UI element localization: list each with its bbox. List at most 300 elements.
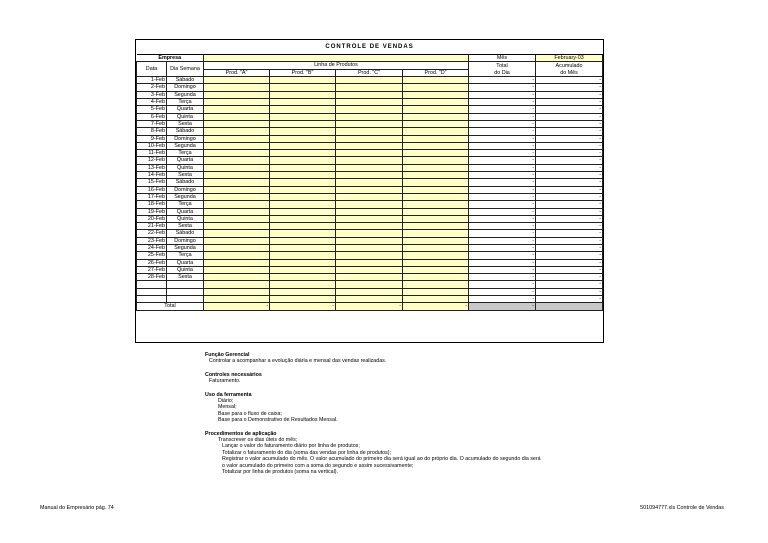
- row-acumulado: -: [536, 179, 603, 186]
- row-day: Terça: [167, 252, 204, 259]
- row-acumulado: -: [536, 128, 603, 135]
- row-date: 23-Feb: [137, 237, 167, 244]
- note-heading: Procedimentos de aplicação: [205, 430, 277, 437]
- row-total-dia: -: [469, 157, 536, 164]
- total-prod-b: -: [270, 303, 336, 310]
- note-line: Transcrever os dias úteis do mês;: [218, 437, 298, 444]
- prod-c-input[interactable]: [336, 193, 403, 200]
- note-line: Controlar a acompanhar a evolução diária e mensal das vendas realizadas.: [209, 358, 387, 365]
- prod-d-input[interactable]: [403, 281, 469, 288]
- row-date: 24-Feb: [137, 245, 167, 252]
- col-dia-semana: Dia Semana: [167, 62, 204, 77]
- row-date: 25-Feb: [137, 252, 167, 259]
- row-day: Quarta: [167, 259, 204, 266]
- prod-b-input[interactable]: [270, 77, 336, 84]
- row-total-dia: -: [469, 259, 536, 266]
- prod-c-input[interactable]: [336, 230, 403, 237]
- prod-b-input[interactable]: [270, 157, 336, 164]
- prod-d-input[interactable]: [403, 106, 469, 113]
- row-acumulado: -: [536, 91, 603, 98]
- prod-a-input[interactable]: [204, 120, 270, 127]
- note-line: Totalizar o faturamento do dia (soma das vendas por linha de produtos);: [222, 449, 392, 456]
- prod-c-input[interactable]: [336, 77, 403, 84]
- prod-d-input[interactable]: [403, 186, 469, 193]
- prod-c-input[interactable]: [336, 245, 403, 252]
- table-row: [137, 84, 603, 91]
- row-acumulado: -: [536, 150, 603, 157]
- prod-c-input[interactable]: [336, 296, 403, 303]
- row-day: Domingo: [167, 237, 204, 244]
- prod-d-input[interactable]: [403, 201, 469, 208]
- footer-right: 501094777.xls Controle de Vendas: [640, 505, 724, 511]
- row-acumulado: -: [536, 266, 603, 273]
- prod-d-input[interactable]: [403, 296, 469, 303]
- prod-d-input[interactable]: [403, 252, 469, 259]
- prod-d-input[interactable]: [403, 266, 469, 273]
- row-day: Quinta: [167, 164, 204, 171]
- total-prod-a: -: [204, 303, 270, 310]
- prod-a-input[interactable]: [204, 84, 270, 91]
- row-total-dia: -: [469, 201, 536, 208]
- row-acumulado: -: [536, 223, 603, 230]
- row-total-dia: -: [469, 193, 536, 200]
- prod-d-input[interactable]: [403, 77, 469, 84]
- table-row: [137, 245, 603, 252]
- row-date: 28-Feb: [137, 274, 167, 281]
- empresa-input[interactable]: [204, 55, 469, 62]
- note-line: Registrar o valor acumulado do mês. O valor acumulado do primeiro dia será igual ao do próprio dia. O acumulado do segundo dia será: [222, 456, 541, 463]
- note-line: Lançar o valor do faturamento diário por linha de produtos;: [222, 443, 360, 450]
- row-date: 13-Feb: [137, 164, 167, 171]
- row-day: Domingo: [167, 135, 204, 142]
- prod-b-input[interactable]: [270, 179, 336, 186]
- prod-a-input[interactable]: [204, 245, 270, 252]
- prod-b-input[interactable]: [270, 259, 336, 266]
- row-day: Terça: [167, 201, 204, 208]
- prod-b-input[interactable]: [270, 281, 336, 288]
- row-acumulado: -: [536, 77, 603, 84]
- table-row: [137, 259, 603, 266]
- table-row: [137, 150, 603, 157]
- prod-d-input[interactable]: [403, 274, 469, 281]
- total-do-dia: -: [469, 303, 536, 310]
- prod-c-input[interactable]: [336, 113, 403, 120]
- row-acumulado: -: [536, 157, 603, 164]
- row-date: 8-Feb: [137, 128, 167, 135]
- row-acumulado: -: [536, 99, 603, 106]
- row-date: 6-Feb: [137, 113, 167, 120]
- prod-b-input[interactable]: [270, 106, 336, 113]
- sheet-title: CONTROLE DE VENDAS: [137, 40, 603, 55]
- note-line: o valor acumulado do primeiro com a soma do segundo e assim sucessivamente;: [222, 462, 414, 469]
- row-total-dia: -: [469, 186, 536, 193]
- row-total-dia: -: [469, 237, 536, 244]
- row-acumulado: -: [536, 252, 603, 259]
- row-total-dia: -: [469, 106, 536, 113]
- row-total-dia: -: [469, 128, 536, 135]
- prod-a-input[interactable]: [204, 208, 270, 215]
- table-row: [137, 113, 603, 120]
- prod-d-input[interactable]: [403, 157, 469, 164]
- row-acumulado: -: [536, 142, 603, 149]
- prod-a-input[interactable]: [204, 252, 270, 259]
- col-data: Data: [137, 62, 167, 77]
- row-acumulado: -: [536, 164, 603, 171]
- prod-d-input[interactable]: [403, 208, 469, 215]
- prod-c-input[interactable]: [336, 223, 403, 230]
- prod-c-input[interactable]: [336, 120, 403, 127]
- col-do-dia: do Dia: [469, 69, 536, 76]
- row-acumulado: -: [536, 135, 603, 142]
- row-total-dia: -: [469, 223, 536, 230]
- note-line: Totalizar por linha de produtos (soma na vertical).: [222, 469, 338, 476]
- prod-b-input[interactable]: [270, 274, 336, 281]
- row-date: [137, 296, 167, 303]
- prod-b-input[interactable]: [270, 172, 336, 179]
- row-total-dia: -: [469, 245, 536, 252]
- prod-d-input[interactable]: [403, 179, 469, 186]
- prod-b-input[interactable]: [270, 296, 336, 303]
- prod-b-input[interactable]: [270, 91, 336, 98]
- row-date: 19-Feb: [137, 208, 167, 215]
- note-block: [205, 431, 625, 476]
- note-block: [205, 372, 625, 385]
- table-row: [137, 106, 603, 113]
- prod-b-input[interactable]: [270, 223, 336, 230]
- prod-b-input[interactable]: [270, 230, 336, 237]
- prod-a-input[interactable]: [204, 201, 270, 208]
- prod-c-input[interactable]: [336, 135, 403, 142]
- prod-b-input[interactable]: [270, 135, 336, 142]
- row-date: [137, 288, 167, 295]
- prod-b-input[interactable]: [270, 201, 336, 208]
- prod-b-input[interactable]: [270, 215, 336, 222]
- prod-a-input[interactable]: [204, 164, 270, 171]
- prod-a-input[interactable]: [204, 142, 270, 149]
- prod-b-input[interactable]: [270, 142, 336, 149]
- empresa-label: Empresa: [137, 55, 204, 62]
- row-total-dia: -: [469, 179, 536, 186]
- prod-a-input[interactable]: [204, 186, 270, 193]
- prod-b-input[interactable]: [270, 208, 336, 215]
- prod-c-input[interactable]: [336, 106, 403, 113]
- row-acumulado: -: [536, 201, 603, 208]
- total-prod-c: -: [336, 303, 403, 310]
- prod-a-input[interactable]: [204, 230, 270, 237]
- row-date: 17-Feb: [137, 193, 167, 200]
- row-date: 1-Feb: [137, 77, 167, 84]
- prod-c-input[interactable]: [336, 237, 403, 244]
- row-day: Quinta: [167, 215, 204, 222]
- footer-left: Manual do Empresário pág. 74: [40, 505, 114, 511]
- prod-a-input[interactable]: [204, 106, 270, 113]
- row-day: Quarta: [167, 208, 204, 215]
- row-total-dia: -: [469, 113, 536, 120]
- row-acumulado: -: [536, 120, 603, 127]
- col-prod-a: Prod. "A": [204, 69, 270, 76]
- prod-a-input[interactable]: [204, 193, 270, 200]
- prod-a-input[interactable]: [204, 179, 270, 186]
- row-total-dia: -: [469, 84, 536, 91]
- row-day: Domingo: [167, 186, 204, 193]
- row-day: Sábado: [167, 230, 204, 237]
- row-day: Sexta: [167, 172, 204, 179]
- note-line: Mensal;: [218, 404, 237, 411]
- row-day: Quarta: [167, 157, 204, 164]
- row-date: 20-Feb: [137, 215, 167, 222]
- note-heading: Controles necessários: [205, 371, 262, 378]
- note-line: Diário;: [218, 398, 234, 405]
- row-acumulado: -: [536, 281, 603, 288]
- prod-d-input[interactable]: [403, 288, 469, 295]
- row-day: Quinta: [167, 113, 204, 120]
- prod-c-input[interactable]: [336, 142, 403, 149]
- prod-c-input[interactable]: [336, 274, 403, 281]
- row-day: [167, 288, 204, 295]
- prod-a-input[interactable]: [204, 172, 270, 179]
- table-row: [137, 288, 603, 295]
- row-total-dia: -: [469, 99, 536, 106]
- table-row: [137, 128, 603, 135]
- row-date: 26-Feb: [137, 259, 167, 266]
- row-acumulado: -: [536, 208, 603, 215]
- prod-b-input[interactable]: [270, 99, 336, 106]
- mes-value[interactable]: February-03: [536, 55, 603, 62]
- prod-c-input[interactable]: [336, 128, 403, 135]
- note-heading: Uso da ferramenta: [205, 391, 252, 398]
- row-date: 16-Feb: [137, 186, 167, 193]
- prod-a-input[interactable]: [204, 77, 270, 84]
- table-row: [137, 237, 603, 244]
- row-acumulado: -: [536, 106, 603, 113]
- row-total-dia: -: [469, 208, 536, 215]
- row-date: [137, 281, 167, 288]
- table-row: [137, 201, 603, 208]
- row-total-dia: -: [469, 164, 536, 171]
- table-row: [137, 172, 603, 179]
- prod-c-input[interactable]: [336, 172, 403, 179]
- row-acumulado: -: [536, 193, 603, 200]
- prod-c-input[interactable]: [336, 288, 403, 295]
- prod-d-input[interactable]: [403, 113, 469, 120]
- row-day: Quarta: [167, 106, 204, 113]
- col-do-mes: do Mês: [536, 69, 603, 76]
- prod-d-input[interactable]: [403, 223, 469, 230]
- col-acumulado: Acumulado: [536, 62, 603, 69]
- row-total-dia: -: [469, 91, 536, 98]
- note-heading: Função Gerencial: [205, 352, 250, 358]
- prod-a-input[interactable]: [204, 91, 270, 98]
- row-total-dia: -: [469, 230, 536, 237]
- table-row: [137, 252, 603, 259]
- prod-c-input[interactable]: [336, 164, 403, 171]
- row-acumulado: -: [536, 259, 603, 266]
- row-total-dia: -: [469, 274, 536, 281]
- prod-c-input[interactable]: [336, 186, 403, 193]
- prod-b-input[interactable]: [270, 84, 336, 91]
- table-row: [137, 274, 603, 281]
- table-row: [137, 193, 603, 200]
- prod-d-input[interactable]: [403, 91, 469, 98]
- row-total-dia: -: [469, 266, 536, 273]
- prod-a-input[interactable]: [204, 135, 270, 142]
- instructions: [205, 352, 625, 483]
- table-row: [137, 223, 603, 230]
- total-prod-d: -: [403, 303, 469, 310]
- table-row: [137, 215, 603, 222]
- row-day: Domingo: [167, 84, 204, 91]
- table-row: [137, 179, 603, 186]
- prod-a-input[interactable]: [204, 150, 270, 157]
- row-day: Sábado: [167, 128, 204, 135]
- row-date: 10-Feb: [137, 142, 167, 149]
- row-day: [167, 281, 204, 288]
- table-row: [137, 164, 603, 171]
- prod-b-input[interactable]: [270, 186, 336, 193]
- prod-d-input[interactable]: [403, 259, 469, 266]
- row-acumulado: -: [536, 84, 603, 91]
- prod-c-input[interactable]: [336, 157, 403, 164]
- row-date: 3-Feb: [137, 91, 167, 98]
- row-total-dia: -: [469, 215, 536, 222]
- row-date: 27-Feb: [137, 266, 167, 273]
- prod-c-input[interactable]: [336, 266, 403, 273]
- prod-a-input[interactable]: [204, 259, 270, 266]
- table-row: [137, 266, 603, 273]
- prod-b-input[interactable]: [270, 266, 336, 273]
- prod-a-input[interactable]: [204, 296, 270, 303]
- prod-b-input[interactable]: [270, 245, 336, 252]
- prod-d-input[interactable]: [403, 237, 469, 244]
- sales-control-sheet: [135, 39, 604, 343]
- table-row: [137, 99, 603, 106]
- table-row: [137, 281, 603, 288]
- row-date: 12-Feb: [137, 157, 167, 164]
- table-row: [137, 91, 603, 98]
- col-prod-b: Prod. "B": [270, 69, 336, 76]
- prod-b-input[interactable]: [270, 252, 336, 259]
- row-day: Segunda: [167, 193, 204, 200]
- prod-c-input[interactable]: [336, 208, 403, 215]
- row-acumulado: -: [536, 172, 603, 179]
- prod-d-input[interactable]: [403, 215, 469, 222]
- prod-a-input[interactable]: [204, 266, 270, 273]
- prod-d-input[interactable]: [403, 142, 469, 149]
- prod-c-input[interactable]: [336, 201, 403, 208]
- col-total: Total: [469, 62, 536, 69]
- row-day: Segunda: [167, 91, 204, 98]
- prod-c-input[interactable]: [336, 179, 403, 186]
- row-total-dia: -: [469, 296, 536, 303]
- prod-a-input[interactable]: [204, 237, 270, 244]
- row-acumulado: -: [536, 113, 603, 120]
- prod-c-input[interactable]: [336, 259, 403, 266]
- row-total-dia: -: [469, 172, 536, 179]
- prod-a-input[interactable]: [204, 288, 270, 295]
- prod-d-input[interactable]: [403, 120, 469, 127]
- prod-d-input[interactable]: [403, 172, 469, 179]
- row-date: 15-Feb: [137, 179, 167, 186]
- prod-b-input[interactable]: [270, 113, 336, 120]
- row-day: Terça: [167, 150, 204, 157]
- prod-d-input[interactable]: [403, 84, 469, 91]
- prod-b-input[interactable]: [270, 150, 336, 157]
- row-date: 5-Feb: [137, 106, 167, 113]
- row-day: Sexta: [167, 223, 204, 230]
- row-total-dia: -: [469, 252, 536, 259]
- row-total-dia: -: [469, 135, 536, 142]
- prod-b-input[interactable]: [270, 120, 336, 127]
- prod-a-input[interactable]: [204, 113, 270, 120]
- prod-a-input[interactable]: [204, 99, 270, 106]
- prod-b-input[interactable]: [270, 288, 336, 295]
- prod-d-input[interactable]: [403, 164, 469, 171]
- prod-c-input[interactable]: [336, 91, 403, 98]
- prod-d-input[interactable]: [403, 128, 469, 135]
- prod-c-input[interactable]: [336, 215, 403, 222]
- prod-d-input[interactable]: [403, 150, 469, 157]
- prod-c-input[interactable]: [336, 84, 403, 91]
- row-date: 2-Feb: [137, 84, 167, 91]
- row-acumulado: -: [536, 215, 603, 222]
- row-day: Segunda: [167, 142, 204, 149]
- table-row: [137, 77, 603, 84]
- row-acumulado: -: [536, 186, 603, 193]
- note-line: Base para o Demonstrativo de Resultados Mensal.: [218, 417, 338, 424]
- row-total-dia: -: [469, 120, 536, 127]
- row-day: Sexta: [167, 274, 204, 281]
- prod-d-input[interactable]: [403, 135, 469, 142]
- prod-a-input[interactable]: [204, 128, 270, 135]
- row-day: Quinta: [167, 266, 204, 273]
- prod-a-input[interactable]: [204, 274, 270, 281]
- prod-d-input[interactable]: [403, 193, 469, 200]
- row-date: 18-Feb: [137, 201, 167, 208]
- row-day: [167, 296, 204, 303]
- prod-b-input[interactable]: [270, 164, 336, 171]
- row-day: Segunda: [167, 245, 204, 252]
- row-date: 22-Feb: [137, 230, 167, 237]
- prod-d-input[interactable]: [403, 99, 469, 106]
- row-date: 14-Feb: [137, 172, 167, 179]
- prod-b-input[interactable]: [270, 193, 336, 200]
- prod-c-input[interactable]: [336, 99, 403, 106]
- mes-label: Mês: [469, 55, 536, 62]
- prod-c-input[interactable]: [336, 252, 403, 259]
- row-date: 11-Feb: [137, 150, 167, 157]
- row-acumulado: -: [536, 245, 603, 252]
- prod-a-input[interactable]: [204, 281, 270, 288]
- prod-d-input[interactable]: [403, 245, 469, 252]
- prod-c-input[interactable]: [336, 281, 403, 288]
- prod-b-input[interactable]: [270, 128, 336, 135]
- prod-d-input[interactable]: [403, 230, 469, 237]
- prod-a-input[interactable]: [204, 223, 270, 230]
- note-block: [205, 392, 625, 424]
- prod-c-input[interactable]: [336, 150, 403, 157]
- note-block: [205, 352, 625, 365]
- col-prod-c: Prod. "C": [336, 69, 403, 76]
- row-total-dia: -: [469, 142, 536, 149]
- row-day: Sábado: [167, 179, 204, 186]
- col-linha-produtos: Linha de Produtos: [204, 62, 469, 69]
- prod-a-input[interactable]: [204, 157, 270, 164]
- row-acumulado: -: [536, 274, 603, 281]
- table-row: [137, 186, 603, 193]
- prod-a-input[interactable]: [204, 215, 270, 222]
- prod-b-input[interactable]: [270, 237, 336, 244]
- table-row: [137, 230, 603, 237]
